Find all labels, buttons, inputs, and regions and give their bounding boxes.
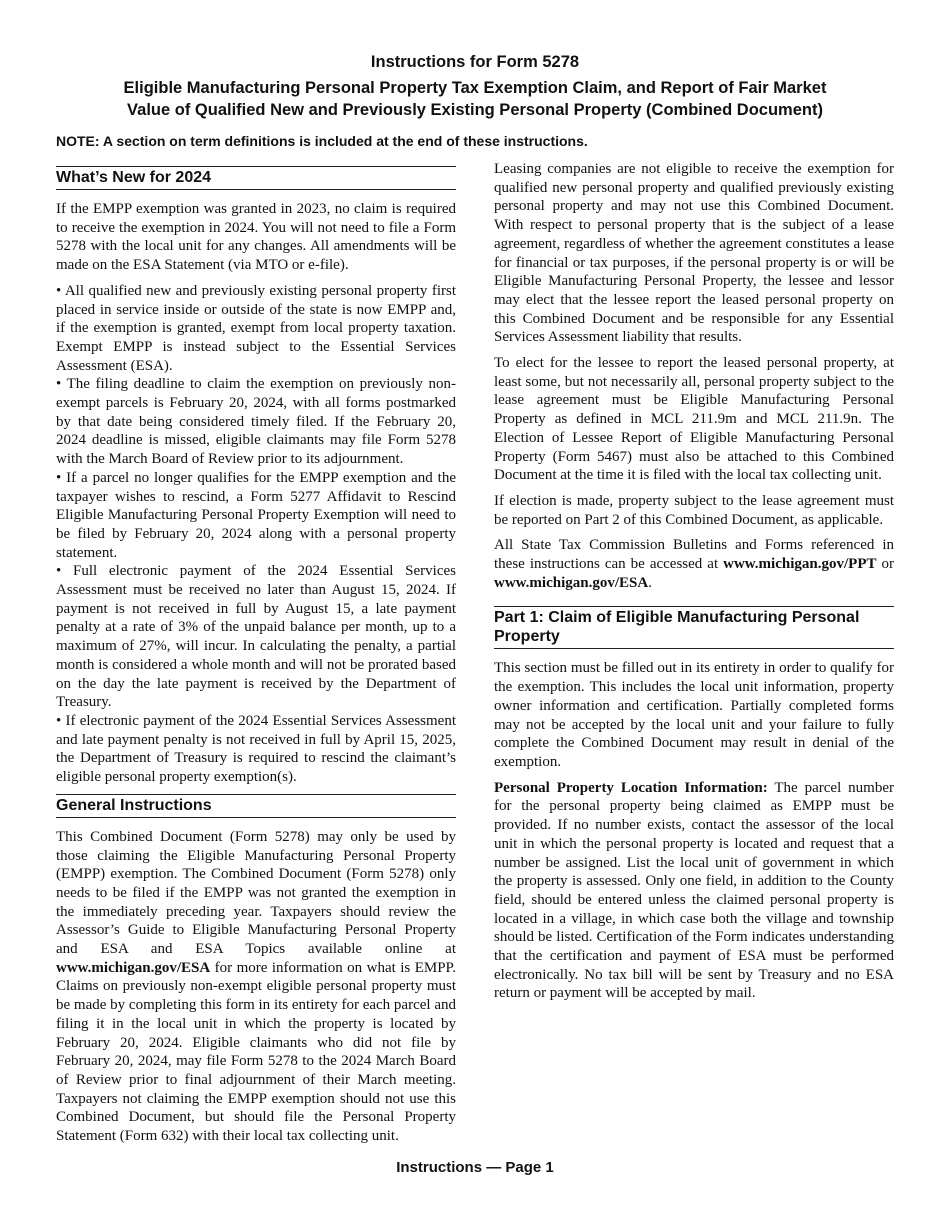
page-title: Instructions for Form 5278 xyxy=(370,53,580,71)
whats-new-bullet-5: • If electronic payment of the 2024 Essential Services Assessment and late payment penalty is not received in full by April 15, 2025, the Department of Treasury is required to rescind the claimant’s eligible personal property exemption(s). xyxy=(56,712,456,786)
general-p5-text-a: All State Tax Commission Bulletins and Forms referenced in these instructions can be accessed at xyxy=(494,537,894,573)
whats-new-intro: If the EMPP exemption was granted in 2023, no claim is required to receive the exemption in 2024. You will not need to file a Form 5278 with the local unit for any changes. All amendments will be made on the ESA Statement (via MTO or e-file). xyxy=(56,201,456,274)
part1-paragraph-2 xyxy=(494,779,894,1003)
general-paragraph-1 xyxy=(56,828,456,1146)
general-p5-or: or xyxy=(876,556,894,573)
title-block xyxy=(56,52,894,121)
ppt-link[interactable]: www.michigan.gov/PPT xyxy=(723,556,877,573)
right-column xyxy=(494,160,894,1010)
location-info-lead: Personal Property Location Information: xyxy=(494,779,768,796)
general-paragraph-3: To elect for the lessee to report the leased personal property, at least some, but not necessarily all, personal property subject to the lease agreement must be Eligible Manufacturing Personal Property as defined in MCL 211.9m and MCL 211.9n. The Election of Lessee Report of Eligible Manufacturing Personal Property (Form 5467) must also be attached to this Combined Document at the time it is filed with the local tax collecting unit. xyxy=(494,355,894,484)
esa-link[interactable]: www.michigan.gov/ESA xyxy=(56,959,211,976)
general-paragraph-2: Leasing companies are not eligible to receive the exemption for qualified new personal property and qualified previously existing personal property and may not use this Combined Document. With respect to personal property that is the subject of a lease agreement, regardless of whether the agreement constitutes a lease for financial or tax purposes, if the personal property is or will be Eligible Manufacturing Personal Property, the lessee and lessor may elect that the lessee report the leased personal property on this Combined Document and be responsible for any Essential Services Assessment liability that results. xyxy=(494,161,894,346)
general-instructions-heading: General Instructions xyxy=(56,794,456,818)
part1-heading: Part 1: Claim of Eligible Manufacturing Personal Property xyxy=(494,606,894,649)
subtitle-line-1: Eligible Manufacturing Personal Property Tax Exemption Claim, and Report of Fair Market xyxy=(123,79,827,97)
whats-new-bullet-1: • All qualified new and previously existing personal property first placed in service inside or outside of the state is now EMPP and, if the exemption is granted, exempt from local property taxation. Exempt EMPP is instead subject to the Essential Services Assessment (ESA). xyxy=(56,282,456,374)
left-column xyxy=(56,162,456,1153)
page-footer: Instructions — Page 1 xyxy=(396,1159,554,1176)
location-info-text: The parcel number for the personal property being claimed as EMPP must be provided. If no number exists, contact the assessor of the local unit in which the personal property is located and request that a number be assigned. List the local unit of government in which the property is assessed. Only one field, in addition to the County field, should be entered unless the claimed personal property is located in a village, in which case both the village and township should be listed. Certification of the Form indicates understanding that the certification and payment of ESA must be performed electronically. No tax bill will be sent by Treasury and no ESA return or payment will be accepted by mail. xyxy=(494,779,894,1002)
whats-new-heading: What’s New for 2024 xyxy=(56,166,456,190)
subtitle-line-2: Value of Qualified New and Previously Existing Personal Property (Combined Document) xyxy=(127,101,823,119)
general-paragraph-5 xyxy=(494,536,894,592)
whats-new-bullet-2: • The filing deadline to claim the exemption on previously non-exempt parcels is February 20, 2024, with all forms postmarked by that date being considered timely filed. If the February 20, 2024 deadline is missed, eligible claimants may file Form 5278 with the March Board of Review prior to its adjournment. xyxy=(56,376,456,468)
general-p1-text-b: for more information on what is EMPP. Claims on previously non-exempt eligible personal property must be made by completing this form in its entirety for each parcel and filing it in the local unit in which the property is located by February 20, 2024. Eligible claimants who did not file by February 20, 2024, may file Form 5278 to the 2024 March Board of Review prior to final adjournment of their March meeting. Taxpayers not claiming the EMPP exemption should not use this Combined Document, but should file the Personal Property Statement (Form 632) with their local tax collecting unit. xyxy=(56,959,456,1145)
whats-new-bullet-4: • Full electronic payment of the 2024 Essential Services Assessment must be received no later than August 15, 2024. If payment is not received in full by August 15, a late payment penalty at a rate of 3% of the unpaid balance per month, up to a maximum of 27%, will incur. In calculating the penalty, a partial month is considered a whole month and will not be prorated based on the day the late payment is received by the Department of Treasury. xyxy=(56,563,456,711)
part1-paragraph-1: This section must be filled out in its entirety in order to qualify for the exemption. This includes the local unit information, property owner information and certification. Partially completed forms may not be accepted by the local unit and your failure to fully complete the Combined Document may result in denial of the exemption. xyxy=(494,660,894,770)
form-subtitle xyxy=(56,77,894,121)
general-p5-end: . xyxy=(648,574,652,591)
general-paragraph-4: If election is made, property subject to the lease agreement must be reported on Part 2 of this Combined Document, as applicable. xyxy=(494,492,894,528)
definitions-note: NOTE: A section on term definitions is included at the end of these instructions. xyxy=(56,133,588,149)
whats-new-bullet-3: • If a parcel no longer qualifies for the EMPP exemption and the taxpayer wishes to rescind, a Form 5277 Affidavit to Rescind Eligible Manufacturing Personal Property Exemption will need to be filed by February 20, 2024 along with a personal property statement. xyxy=(56,469,456,561)
esa-link-2[interactable]: www.michigan.gov/ESA xyxy=(494,574,649,591)
general-p1-text-a: This Combined Document (Form 5278) may only be used by those claiming the Eligible Manufacturing Personal Property (EMPP) exemption. The Combined Document (Form 5278) only needs to be filed if the EMPP was not granted the exemption in the immediately preceding year. Taxpayers should review the Assessor’s Guide to Eligible Manufacturing Personal Property and ESA and ESA Topics available online at xyxy=(56,828,456,958)
